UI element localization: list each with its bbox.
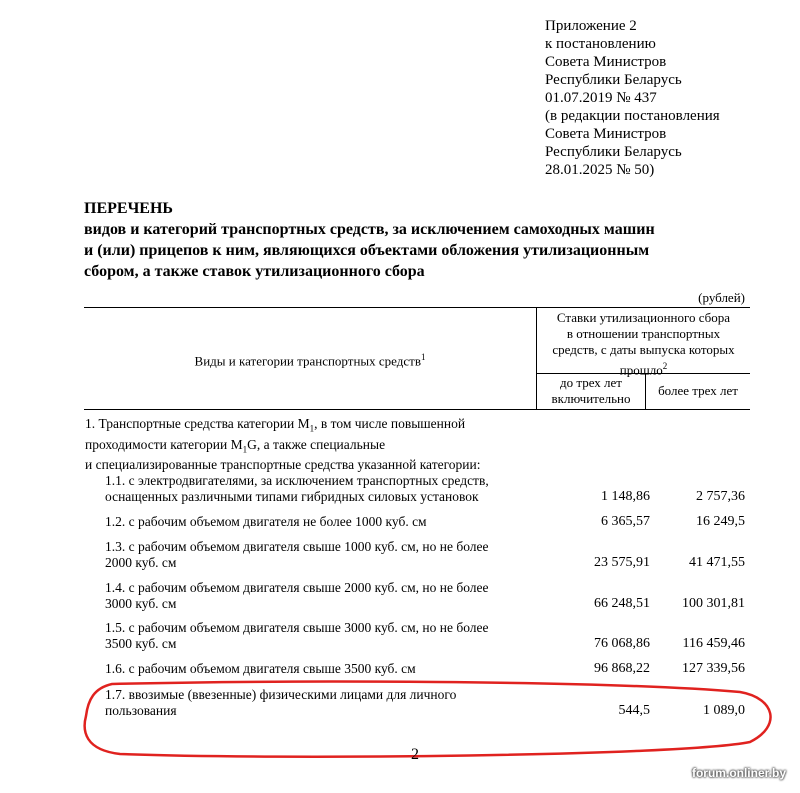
row-label: 1.5. с рабочим объемом двигателя свыше 3000 куб. см, но не более 3500 куб. см	[105, 620, 489, 651]
header-sub-line: более трех лет	[658, 383, 738, 398]
red-highlight-ellipse	[80, 676, 780, 766]
header-rates	[537, 310, 750, 378]
rate-up-to-3-years: 76 068,86	[594, 636, 650, 651]
rate-up-to-3-years: 6 365,57	[601, 514, 650, 529]
appendix-line: Совета Министров	[545, 54, 667, 70]
appendix-line: к постановлению	[545, 36, 656, 52]
title-line: сбором, а также ставок утилизационного сбора	[84, 263, 425, 280]
rate-over-3-years: 127 339,56	[682, 661, 745, 676]
section-text: G, а также специальные	[247, 436, 386, 452]
rate-over-3-years: 2 757,36	[696, 489, 745, 504]
watermark: forum.onliner.by	[691, 766, 786, 780]
rate-up-to-3-years: 23 575,91	[594, 555, 650, 570]
appendix-line: 01.07.2019 № 437	[545, 90, 657, 106]
row-label: 1.4. с рабочим объемом двигателя свыше 2000 куб. см, но не более 3000 куб. см	[105, 580, 489, 611]
rate-over-3-years: 41 471,55	[689, 555, 745, 570]
table-top-rule	[84, 307, 750, 308]
rate-up-to-3-years: 66 248,51	[594, 596, 650, 611]
page-number: 2	[411, 746, 419, 763]
appendix-line: 28.01.2025 № 50)	[545, 162, 655, 178]
section-text: 1. Транспортные средства категории M	[85, 416, 310, 431]
header-rates-line: средств, с даты выпуска которых	[552, 342, 735, 357]
rate-over-3-years: 16 249,5	[696, 514, 745, 529]
section-text: и специализированные транспортные средства указанной категории:	[85, 457, 481, 473]
section-heading	[85, 416, 545, 473]
title-line: ПЕРЕЧЕНЬ	[84, 200, 173, 217]
rate-up-to-3-years: 96 868,22	[594, 661, 650, 676]
header-sub-line: до трех лет	[560, 375, 622, 390]
row-label: 1.1. с электродвигателями, за исключением транспортных средств, оснащенных различными типами гибридных силовых установок	[105, 473, 489, 504]
appendix-line: Республики Беларусь	[545, 144, 682, 160]
row-label: 1.2. с рабочим объемом двигателя не более 1000 куб. см	[105, 514, 427, 529]
header-rates-line: в отношении транспортных	[566, 326, 721, 341]
row-label: 1.6. с рабочим объемом двигателя свыше 3500 куб. см	[105, 661, 416, 676]
appendix-line: Совета Министров	[545, 126, 667, 142]
appendix-line: Приложение 2	[545, 18, 637, 34]
header-categories	[84, 349, 536, 369]
header-categories-text: Виды и категории транспортных средств	[194, 353, 421, 369]
header-rates-line: Ставки утилизационного сбора	[556, 310, 731, 325]
appendix-line: (в редакции постановления	[545, 108, 720, 124]
title-line: видов и категорий транспортных средств, за исключением самоходных машин	[84, 221, 655, 238]
rate-over-3-years: 116 459,46	[682, 636, 745, 651]
section-text: проходимости категории M	[85, 436, 243, 452]
footnote-mark: 1	[420, 352, 426, 362]
rate-up-to-3-years: 1 148,86	[601, 489, 650, 504]
header-sub-line: включительно	[551, 391, 631, 406]
title-line: и (или) прицепов к ним, являющихся объектами обложения утилизационным	[84, 242, 650, 259]
header-over-three-years	[646, 383, 750, 399]
rate-over-3-years: 1 089,0	[703, 703, 745, 718]
row-label: 1.3. с рабочим объемом двигателя свыше 1000 куб. см, но не более 2000 куб. см	[105, 539, 489, 570]
row-label: 1.7. ввозимые (ввезенные) физическими лицами для личного пользования	[105, 687, 457, 718]
appendix-line: Республики Беларусь	[545, 72, 682, 88]
appendix-block	[545, 17, 785, 179]
header-rates-line: прошло	[619, 362, 663, 378]
section-text: , в том числе повышенной	[314, 416, 466, 431]
rate-up-to-3-years: 544,5	[618, 703, 650, 718]
footnote-mark: 2	[662, 361, 668, 371]
subscript: 1	[309, 423, 315, 434]
table-header-bottom-rule	[84, 409, 750, 410]
rate-over-3-years: 100 301,81	[682, 596, 745, 611]
units-label: (рублей)	[698, 290, 745, 305]
header-up-to-three-years	[537, 375, 645, 407]
document-title	[84, 198, 764, 282]
subscript: 1	[242, 444, 248, 455]
